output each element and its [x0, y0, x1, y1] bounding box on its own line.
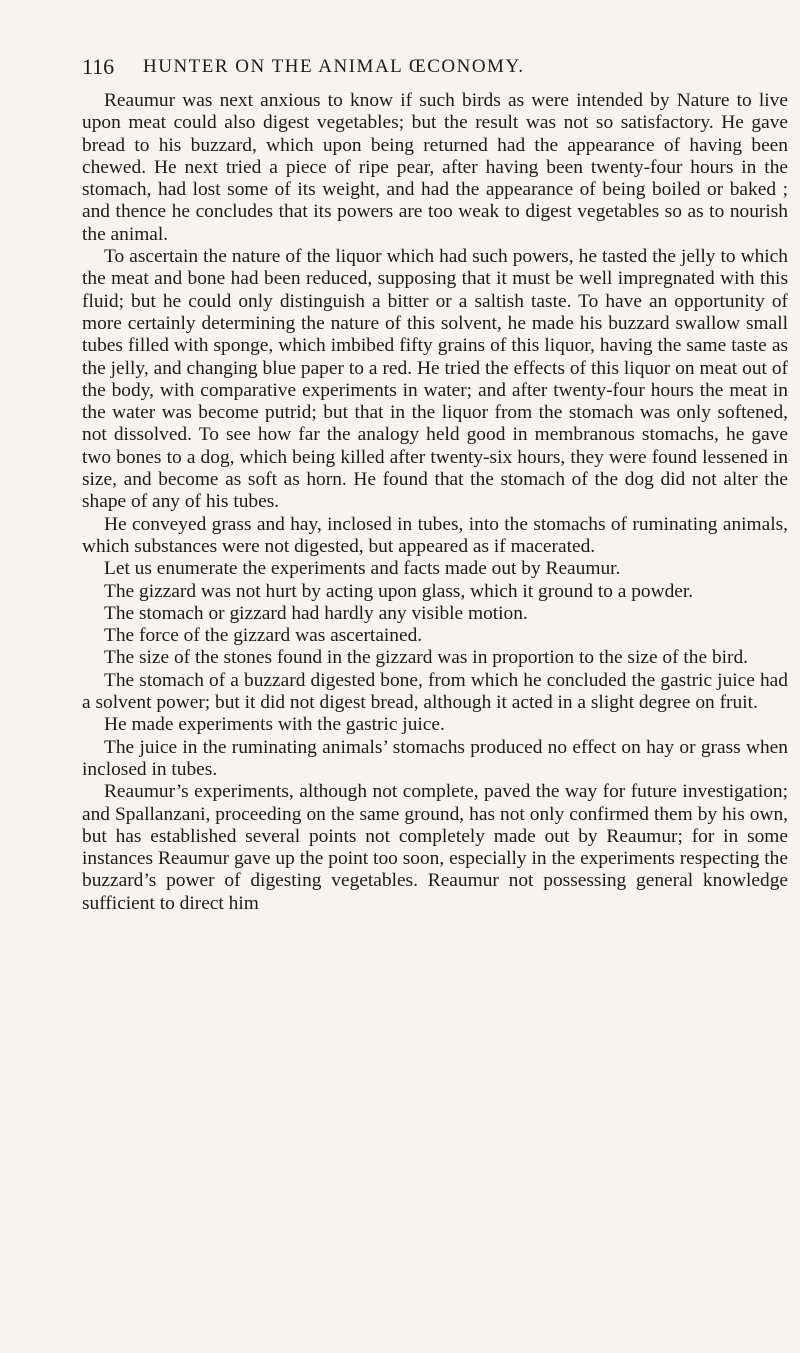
- paragraph-spallanzani: Reaumur’s experiments, although not complete, paved the way for future investigation; and Spallanzani, proceeding on the same ground, has not only confirmed them by his own, but has established several points not completely made out by Reaumur; for in some instances Reaumur gave up the point too soon, especially in the experiments respecting the buzzard’s power of digesting vegetables. Reaumur not possessing general knowledge sufficient to direct him: [82, 781, 788, 914]
- running-head: [82, 50, 788, 90]
- paragraph-force: The force of the gizzard was ascertained.: [104, 625, 423, 647]
- running-title: HUNTER ON THE ANIMAL ŒCONOMY.: [143, 56, 525, 77]
- paragraph-motion: The stomach or gizzard had hardly any visible motion.: [104, 602, 528, 624]
- book-page: [82, 50, 788, 915]
- body-text: [82, 90, 788, 915]
- paragraph-reaumur-vegetables: Reaumur was next anxious to know if such birds as were intended by Nature to live upon meat could also digest vegetables; but the result was not so satisfactory. He gave bread to his buzzard, which upon being returned had the appearance of having been chewed. He next tried a piece of ripe pear, after having been twenty-four hours in the stomach, had lost some of its weight, and had the appearance of being boiled or baked ; and thence he concludes that its powers are too weak to digest vegetables so as to nourish the animal.: [82, 90, 788, 245]
- paragraph-gastric-juice: He made experiments with the gastric juice.: [104, 714, 445, 736]
- paragraph-ruminating-animals: He conveyed grass and hay, inclosed in tubes, into the stomachs of ruminating animals, which substances were not digested, but appeared as if macerated.: [82, 513, 788, 557]
- paragraph-buzzard-bone: The stomach of a buzzard digested bone, from which he concluded the gastric juice had a solvent power; but it did not digest bread, although it acted in a slight degree on fruit.: [82, 669, 788, 714]
- paragraph-gastric-liquor: To ascertain the nature of the liquor which had such powers, he tasted the jelly to which the meat and bone had been reduced, supposing that it must be well impregnated with this fluid; but he could only distinguish a bitter or a saltish taste. To have an opportunity of more certainly determining the nature of this solvent, he made his buzzard swallow small tubes filled with sponge, which imbibed fifty grains of this liquor, having the same taste as the jelly, and changing blue paper to a red. He tried the effects of this liquor on meat out of the body, with comparative experiments in water; and after twenty-four hours the meat in the water was become putrid; but that in the liquor from the stomach was only softened, not dissolved. To see how far the analogy held good in membranous stomachs, he gave two bones to a dog, which being killed after twenty-six hours, they were found lessened in size, and become as soft as horn. He found that the stomach of the dog did not alter the shape of any of his tubes.: [82, 246, 788, 513]
- paragraph-enumerate: Let us enumerate the experiments and facts made out by Reaumur.: [104, 558, 621, 580]
- paragraph-stones: The size of the stones found in the gizzard was in proportion to the size of the bird.: [104, 647, 749, 669]
- paragraph-ruminating-juice: The juice in the ruminating animals’ stomachs produced no effect on hay or grass when inclosed in tubes.: [82, 736, 788, 780]
- paragraph-glass: The gizzard was not hurt by acting upon glass, which it ground to a powder.: [104, 580, 694, 602]
- page-number: 116: [82, 54, 115, 79]
